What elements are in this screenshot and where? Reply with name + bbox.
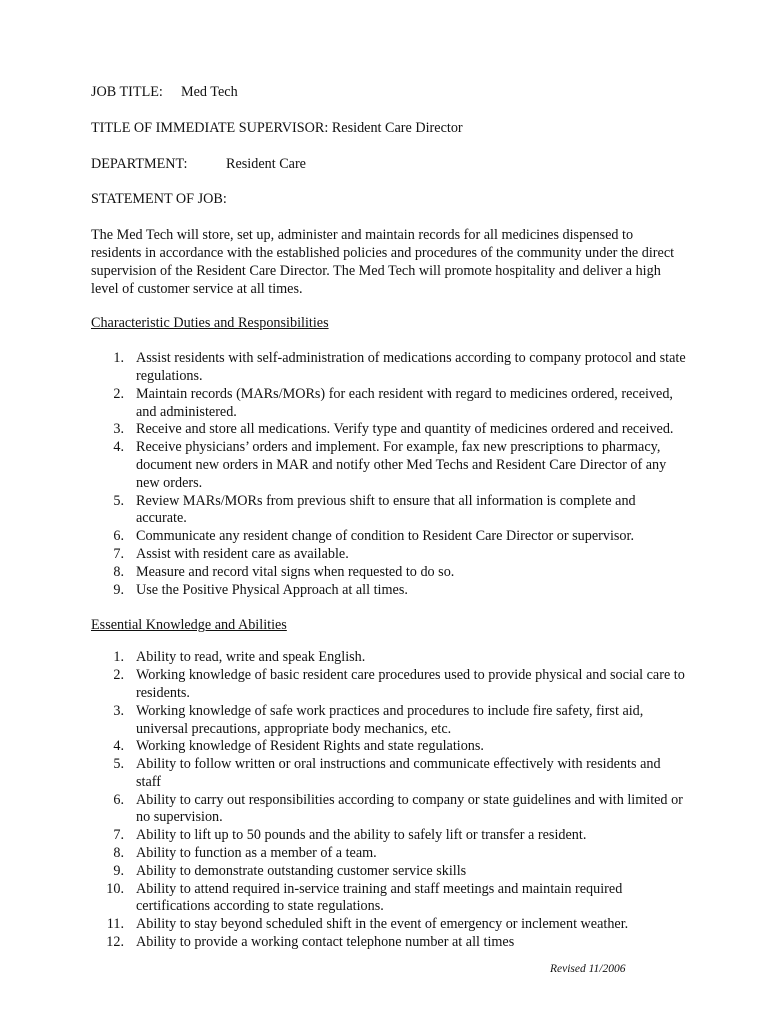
department-value: Resident Care xyxy=(226,155,306,172)
duties-list xyxy=(91,350,691,599)
list-item xyxy=(91,667,686,703)
supervisor-label: TITLE OF IMMEDIATE SUPERVISOR: xyxy=(91,119,329,136)
list-item-text: Ability to demonstrate outstanding customer service skills xyxy=(136,862,467,879)
list-item xyxy=(91,350,686,386)
list-item-number: 4. xyxy=(113,439,124,456)
list-item-number: 1. xyxy=(113,649,124,666)
list-item-text: Working knowledge of safe work practices and procedures to include fire safety, first aid, universal precautions, appropriate body mechanics, etc. xyxy=(136,702,644,737)
list-item xyxy=(91,564,686,582)
list-item-number: 7. xyxy=(113,545,124,562)
list-item xyxy=(91,845,686,863)
statement-label: STATEMENT OF JOB: xyxy=(91,191,227,208)
list-item-text: Maintain records (MARs/MORs) for each resident with regard to medicines ordered, received, and administered. xyxy=(136,385,673,420)
list-item xyxy=(91,827,686,845)
job-title-label: JOB TITLE: xyxy=(91,84,163,100)
list-item-text: Ability to read, write and speak English. xyxy=(136,649,366,666)
list-item-text: Receive physicians’ orders and implement. For example, fax new prescriptions to pharmacy, document new orders in MAR and notify other Med Techs and Resident Care Director of any new orders. xyxy=(136,439,667,491)
list-item-text: Communicate any resident change of condition to Resident Care Director or supervisor. xyxy=(136,528,635,545)
list-item xyxy=(91,493,686,529)
list-item-text: Review MARs/MORs from previous shift to ensure that all information is complete and accurate. xyxy=(136,492,636,527)
list-item xyxy=(91,703,686,739)
list-item xyxy=(91,546,686,564)
list-item-text: Working knowledge of Resident Rights and state regulations. xyxy=(136,738,484,755)
list-item-number: 5. xyxy=(113,492,124,509)
list-item-text: Ability to lift up to 50 pounds and the ability to safely lift or transfer a resident. xyxy=(136,827,587,844)
document-body xyxy=(91,84,691,952)
list-item-text: Receive and store all medications. Verify type and quantity of medicines ordered and received. xyxy=(136,421,674,438)
list-item-number: 4. xyxy=(113,738,124,755)
list-item-text: Working knowledge of basic resident care procedures used to provide physical and social care to residents. xyxy=(136,667,685,701)
list-item-number: 9. xyxy=(113,581,124,598)
list-item-number: 12. xyxy=(106,934,124,951)
list-item-number: 11. xyxy=(106,916,124,933)
list-item xyxy=(91,881,686,917)
list-item-number: 2. xyxy=(113,385,124,402)
duties-heading: Characteristic Duties and Responsibilities xyxy=(91,315,329,332)
job-title-line xyxy=(91,84,691,102)
supervisor-value: Resident Care Director xyxy=(331,119,463,136)
list-item xyxy=(91,916,686,934)
list-item xyxy=(91,528,686,546)
list-item-number: 3. xyxy=(113,702,124,719)
knowledge-list xyxy=(91,649,691,952)
list-item-number: 6. xyxy=(113,791,124,808)
list-item-number: 1. xyxy=(113,350,124,367)
list-item xyxy=(91,756,686,792)
list-item xyxy=(91,863,686,881)
list-item-text: Use the Positive Physical Approach at all times. xyxy=(136,581,408,598)
list-item xyxy=(91,439,686,492)
list-item-text: Ability to follow written or oral instructions and communicate effectively with residents and staff xyxy=(136,756,661,790)
list-item-text: Ability to carry out responsibilities according to company or state guidelines and with limited or no supervision. xyxy=(136,791,683,826)
list-item-number: 6. xyxy=(113,528,124,545)
list-item xyxy=(91,792,686,828)
job-title-value: Med Tech xyxy=(181,84,238,100)
revision-note: Revised 11/2006 xyxy=(550,963,626,975)
list-item xyxy=(91,649,686,667)
list-item-number: 7. xyxy=(113,827,124,844)
list-item xyxy=(91,934,686,952)
list-item xyxy=(91,386,686,422)
list-item-text: Assist residents with self-administration of medications according to company protocol and state regulations. xyxy=(136,350,686,384)
list-item-text: Assist with resident care as available. xyxy=(136,545,349,562)
list-item-number: 2. xyxy=(113,667,124,684)
list-item-text: Ability to provide a working contact telephone number at all times xyxy=(136,934,515,951)
knowledge-heading: Essential Knowledge and Abilities xyxy=(91,617,287,634)
supervisor-line xyxy=(91,120,691,138)
list-item-number: 8. xyxy=(113,845,124,862)
list-item-text: Ability to function as a member of a team. xyxy=(136,845,377,862)
statement-paragraph: The Med Tech will store, set up, administer and maintain records for all medicines dispensed to residents in accordance with the established policies and procedures of the community under the direct supervision of the Resident Care Director. The Med Tech will promote hospitality and deliver a high level of customer service at all times. xyxy=(91,227,675,297)
list-item-number: 9. xyxy=(113,862,124,879)
list-item-text: Measure and record vital signs when requested to do so. xyxy=(136,563,455,580)
list-item-text: Ability to attend required in-service training and staff meetings and maintain required certifications according to state regulations. xyxy=(136,880,623,915)
list-item-number: 5. xyxy=(113,756,124,773)
department-line xyxy=(91,156,691,174)
list-item-number: 8. xyxy=(113,563,124,580)
list-item-number: 3. xyxy=(113,421,124,438)
list-item xyxy=(91,738,686,756)
list-item-text: Ability to stay beyond scheduled shift in the event of emergency or inclement weather. xyxy=(136,916,629,933)
department-label: DEPARTMENT: xyxy=(91,155,188,172)
list-item xyxy=(91,582,686,600)
list-item xyxy=(91,421,686,439)
list-item-number: 10. xyxy=(106,880,124,897)
